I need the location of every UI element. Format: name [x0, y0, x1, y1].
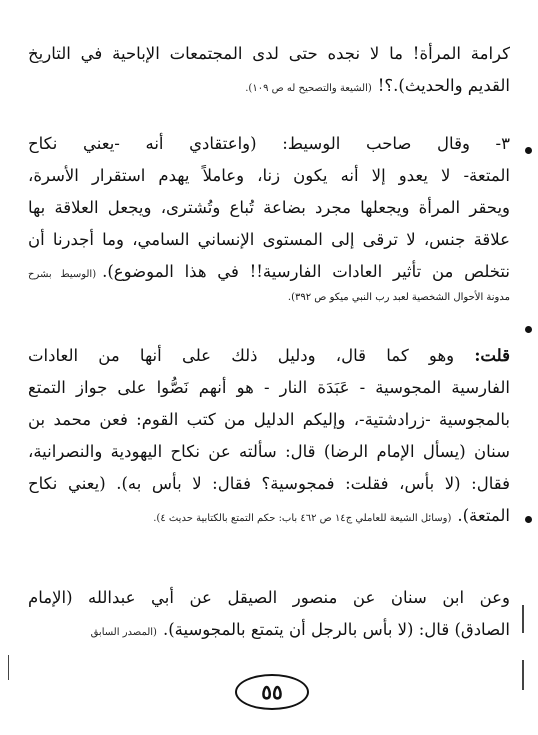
- text-line: المتعة- لا يعدو إلا أنه يكون زنا، وعاملاً يهدم استقرار الأسرة،: [28, 166, 510, 185]
- text-line: كرامة المرأة! ما لا نجده حتى لدى المجتمعات الإباحية في التاريخ: [28, 44, 510, 63]
- citation-line: مدونة الأحوال الشخصية لعبد رب النبي ميكو ص ٣٩٢).: [287, 292, 510, 303]
- margin-dot: [525, 326, 532, 333]
- text-line: فقال: (لا بأس، فقلت: فمجوسية؟ فقال: لا بأس به). (يعني نكاح: [28, 474, 510, 493]
- text-line: بالمجوسية -زرادشتية-، وإليكم الدليل من كتب القوم: فعن محمد بن: [28, 410, 510, 429]
- citation: (الشيعة والتصحيح له ص ١٠٩).: [245, 83, 372, 94]
- paragraph-1: [28, 38, 510, 102]
- text-line: الفارسية المجوسية - عَبَدَة النار - هو أنهم نَصُّوا على جواز التمتع: [28, 378, 510, 397]
- lead-word: قلت:: [474, 346, 510, 365]
- text-line: القديم والحديث).؟!(الشيعة والتصحيح له ص ١٠٩).: [245, 76, 510, 95]
- text-line: الصادق) قال: (لا بأس بالرجل أن يتمتع بالمجوسية).(المصدر السابق: [90, 620, 510, 639]
- margin-tick: [8, 655, 9, 680]
- page-number: ٥٥: [235, 674, 309, 710]
- citation: (وسائل الشيعة للعاملي ج١٤ ص ٤٦٢ باب: حكم التمتع بالكتابية حديث ٤).: [153, 513, 452, 524]
- paragraph-4: [28, 582, 510, 646]
- text-line: ٣- وقال صاحب الوسيط: (واعتقادي أنه -يعني نكاح: [28, 134, 510, 153]
- text-line: سنان (يسأل الإمام الرضا) قال: سألته عن نكاح اليهودية والنصرانية،: [28, 442, 510, 461]
- citation: (الوسيط بشرح: [28, 269, 97, 280]
- margin-dot: [525, 147, 532, 154]
- margin-tick: [522, 605, 524, 633]
- text-line: ويحقر المرأة ويجعلها مجرد بضاعة تُباع وتُشترى، ويجعل العلاقة بها: [28, 198, 510, 217]
- text-line: علاقة جنس، لا ترقى إلى المستوى الإنساني السامي، وما أجدرنا أن: [28, 230, 510, 249]
- text-line: وعن ابن سنان عن منصور الصيقل عن أبي عبدالله (الإمام: [28, 588, 510, 607]
- paragraph-2: [28, 128, 510, 308]
- text-line: قلت: وهو كما قال، ودليل ذلك على أنها من العادات: [28, 346, 510, 365]
- citation: (المصدر السابق: [90, 627, 157, 638]
- margin-tick: [522, 660, 524, 690]
- text-line: المتعة).(وسائل الشيعة للعاملي ج١٤ ص ٤٦٢ باب: حكم التمتع بالكتابية حديث ٤).: [153, 506, 510, 525]
- paragraph-3: [28, 340, 510, 532]
- text-line: نتخلص من تأثير العادات الفارسية!! في هذا الموضوع).(الوسيط بشرح: [28, 262, 510, 281]
- margin-dot: [525, 516, 532, 523]
